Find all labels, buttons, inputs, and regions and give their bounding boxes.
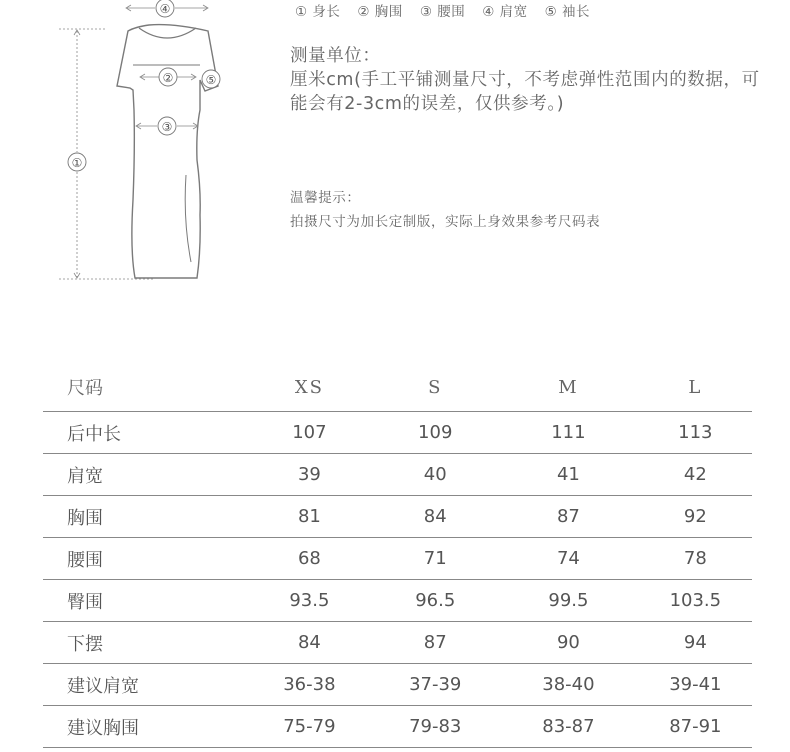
marker-length: ① — [71, 156, 83, 170]
garment-diagram — [55, 0, 230, 290]
cell-value: 39 — [246, 454, 372, 496]
row-label: 下摆 — [43, 622, 246, 664]
cell-value: 107 — [246, 412, 372, 454]
row-label: 肩宽 — [43, 454, 246, 496]
cell-value: 87 — [372, 622, 498, 664]
measurement-legend — [295, 0, 590, 20]
table-header-row — [43, 363, 752, 412]
marker-sleeve: ⑤ — [205, 73, 217, 87]
row-label: 后中长 — [43, 412, 246, 454]
header-size: 尺码 — [43, 363, 246, 412]
cell-value: 81 — [246, 496, 372, 538]
table-row — [43, 706, 752, 748]
cell-value: 75-79 — [246, 706, 372, 748]
marker-waist: ③ — [161, 120, 173, 134]
row-label: 胸围 — [43, 496, 246, 538]
legend-item-waist: ③ 腰围 — [419, 4, 466, 20]
cell-value: 87 — [498, 496, 639, 538]
tips-block — [290, 186, 600, 234]
table-row — [43, 496, 752, 538]
cell-value: 40 — [372, 454, 498, 496]
cell-value: 84 — [246, 622, 372, 664]
measurement-unit-block — [290, 44, 760, 116]
legend-item-length: ① 身长 — [295, 4, 341, 20]
cell-value: 90 — [498, 622, 639, 664]
cell-value: 71 — [372, 538, 498, 580]
cell-value: 84 — [372, 496, 498, 538]
legend-item-sleeve: ⑤ 袖长 — [544, 4, 591, 20]
cell-value: 93.5 — [246, 580, 372, 622]
cell-value: 74 — [498, 538, 639, 580]
table-row — [43, 538, 752, 580]
cell-value: 111 — [498, 412, 639, 454]
size-table — [43, 363, 752, 748]
cell-value: 96.5 — [372, 580, 498, 622]
dress-outline-icon — [55, 0, 230, 290]
table-row — [43, 622, 752, 664]
table-row — [43, 412, 752, 454]
row-label: 建议胸围 — [43, 706, 246, 748]
header-l: L — [639, 363, 752, 412]
table-row — [43, 454, 752, 496]
header-xs: XS — [246, 363, 372, 412]
cell-value: 39-41 — [639, 664, 752, 706]
cell-value: 79-83 — [372, 706, 498, 748]
cell-value: 41 — [498, 454, 639, 496]
measurement-unit-description: 厘米cm(手工平铺测量尺寸，不考虑弹性范围内的数据，可能会有2-3cm的误差，仅供参考。) — [290, 70, 760, 114]
cell-value: 94 — [639, 622, 752, 664]
cell-value: 103.5 — [639, 580, 752, 622]
row-label: 腰围 — [43, 538, 246, 580]
cell-value: 37-39 — [372, 664, 498, 706]
cell-value: 87-91 — [639, 706, 752, 748]
table-row — [43, 664, 752, 706]
cell-value: 113 — [639, 412, 752, 454]
measurement-unit-title: 测量单位： — [290, 46, 381, 66]
cell-value: 99.5 — [498, 580, 639, 622]
header-s: S — [372, 363, 498, 412]
row-label: 建议肩宽 — [43, 664, 246, 706]
marker-bust: ② — [162, 71, 174, 85]
legend-item-shoulder: ④ 肩宽 — [482, 4, 528, 20]
cell-value: 42 — [639, 454, 752, 496]
row-label: 臀围 — [43, 580, 246, 622]
cell-value: 92 — [639, 496, 752, 538]
cell-value: 78 — [639, 538, 752, 580]
cell-value: 36-38 — [246, 664, 372, 706]
table-row — [43, 580, 752, 622]
tips-text: 拍摄尺寸为加长定制版，实际上身效果参考尺码表 — [290, 214, 601, 230]
cell-value: 109 — [372, 412, 498, 454]
tips-title: 温馨提示： — [290, 190, 361, 206]
marker-shoulder: ④ — [159, 2, 171, 16]
header-m: M — [498, 363, 639, 412]
cell-value: 38-40 — [498, 664, 639, 706]
cell-value: 83-87 — [498, 706, 639, 748]
cell-value: 68 — [246, 538, 372, 580]
legend-item-bust: ② 胸围 — [357, 4, 403, 20]
